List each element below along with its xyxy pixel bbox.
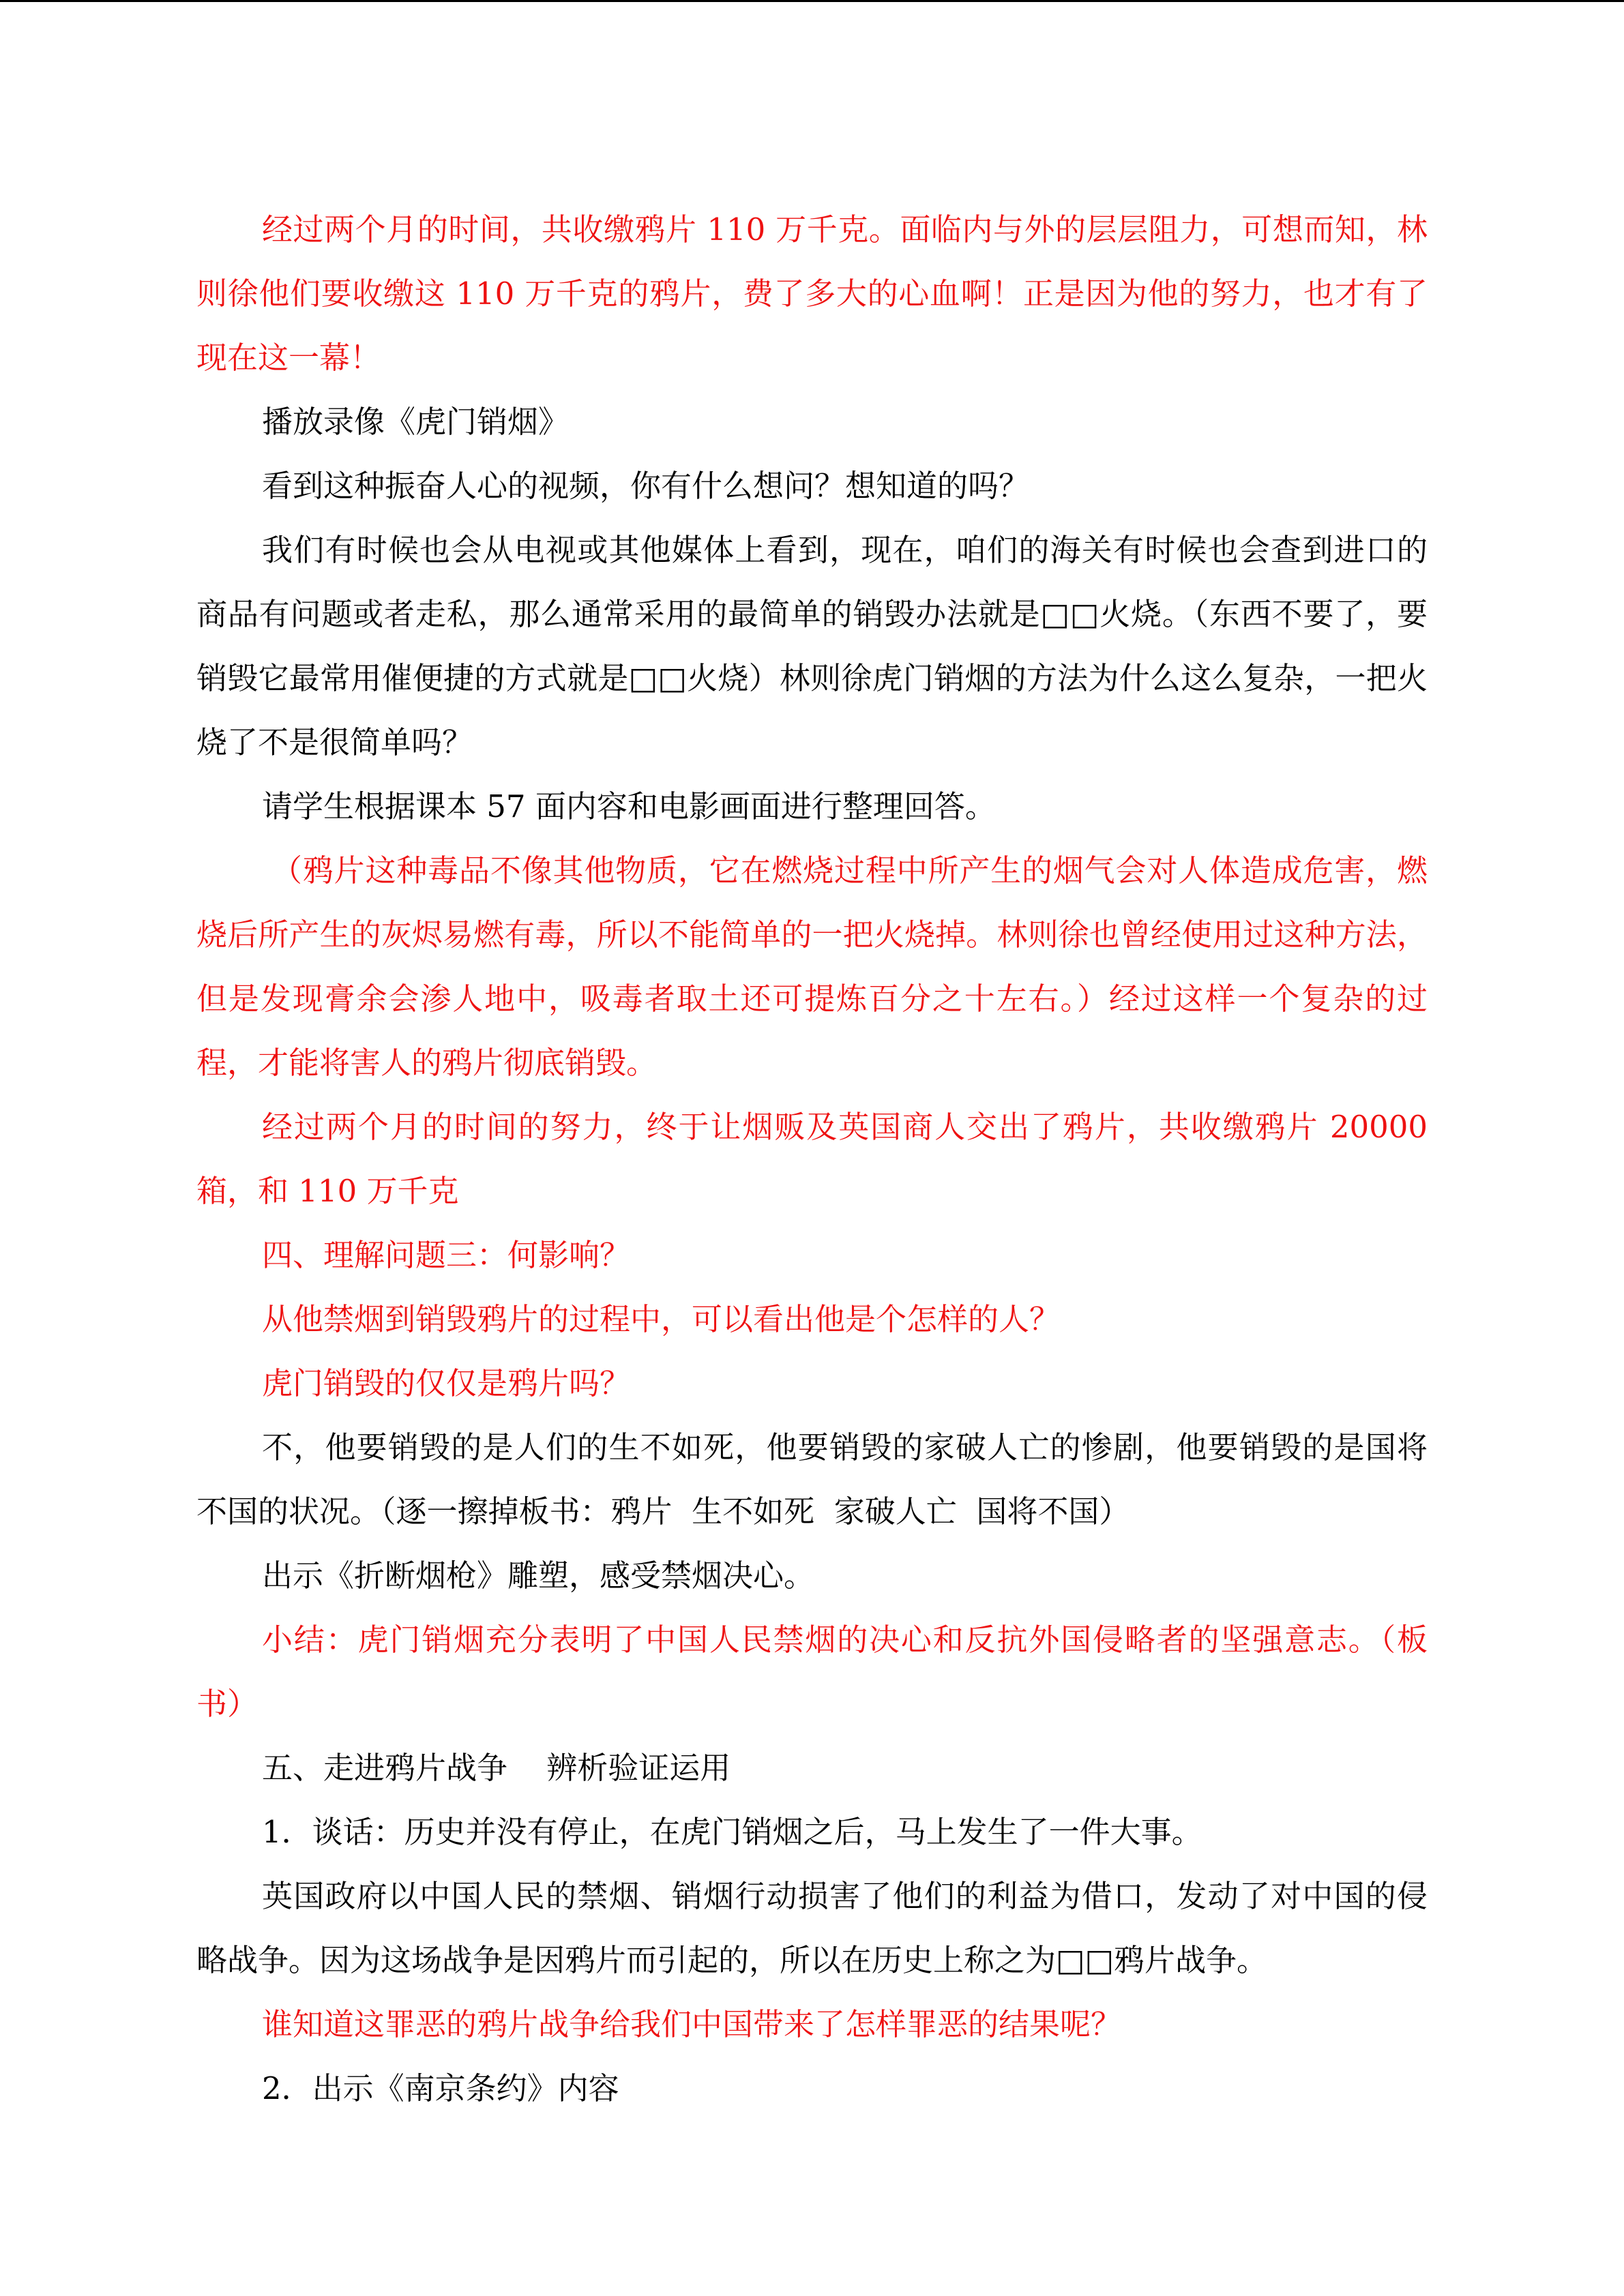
paragraph-only-opium: 虎门销毁的仅仅是鸦片吗？ (262, 1365, 631, 1401)
paragraph-talk: 1．谈话：历史并没有停止，在虎门销烟之后，马上发生了一件大事。 (262, 1814, 1202, 1850)
paragraph-opium-total: 经过两个月的时间的努力，终于让烟贩及英国商人交出了鸦片，共收缴鸦片 20000 箱，和 110 万千克 (196, 1109, 1438, 1209)
paragraph-textbook-answer: 请学生根据课本 57 面内容和电影画面进行整理回答。 (262, 788, 996, 824)
paragraph-destroy-meaning: 不，他要销毁的是人们的生不如死，他要销毁的家破人亡的惨剧，他要销毁的是国将不国的状况。（逐一擦掉板书：鸦片 生不如死 家破人亡 国将不国） (196, 1429, 1428, 1530)
paragraph-video-question: 看到这种振奋人心的视频，你有什么想问？想知道的吗？ (262, 468, 1030, 504)
paragraph-collection-result: 经过两个月的时间，共收缴鸦片 110 万千克。面临内与外的层层阻力，可想而知，林则徐他们要收缴这 110 万千克的鸦片，费了多大的心血啊！正是因为他的努力，也才有了现在这一幕！ (196, 211, 1428, 376)
paragraph-customs-burning: 我们有时候也会从电视或其他媒体上看到，现在，咱们的海关有时候也会查到进口的商品有问题或者走私，那么通常采用的最简单的销毁办法就是□□火烧。（东西不要了，要销毁它最常用催便捷的方式就是□□火烧）林则徐虎门销烟的方法为什么这么复杂，一把火烧了不是很简单吗？ (196, 532, 1428, 760)
paragraph-summary: 小结：虎门销烟充分表明了中国人民禁烟的决心和反抗外国侵略者的坚强意志。（板书） (196, 1622, 1428, 1722)
heading-question-three: 四、理解问题三：何影响？ (262, 1237, 631, 1273)
paragraph-british-war: 英国政府以中国人民的禁烟、销烟行动损害了他们的利益为借口，发动了对中国的侵略战争。因为这场战争是因鸦片而引起的，所以在历史上称之为□□鸦片战争。 (196, 1878, 1428, 1978)
paragraph-opium-harm: （鸦片这种毒品不像其他物质，它在燃烧过程中所产生的烟气会对人体造成危害，燃烧后所产生的灰烬易燃有毒，所以不能简单的一把火烧掉。林则徐也曾经使用过这种方法，但是发现膏余会渗人地中，吸毒者取土还可提炼百分之十左右。）经过这样一个复杂的过程，才能将害人的鸦片彻底销毁。 (196, 852, 1428, 1081)
paragraph-nanjing-treaty: 2．出示《南京条约》内容 (262, 2070, 619, 2106)
document-page (196, 198, 1438, 2121)
paragraph-what-person: 从他禁烟到销毁鸦片的过程中，可以看出他是个怎样的人？ (262, 1301, 1061, 1337)
paragraph-war-result-question: 谁知道这罪恶的鸦片战争给我们中国带来了怎样罪恶的结果呢？ (262, 2006, 1122, 2042)
heading-opium-war: 五、走进鸦片战争 辨析验证运用 (262, 1750, 731, 1786)
page-top-border (0, 0, 1624, 2)
paragraph-play-video: 播放录像《虎门销烟》 (262, 404, 570, 440)
paragraph-sculpture: 出示《折断烟枪》雕塑，感受禁烟决心。 (262, 1557, 815, 1594)
